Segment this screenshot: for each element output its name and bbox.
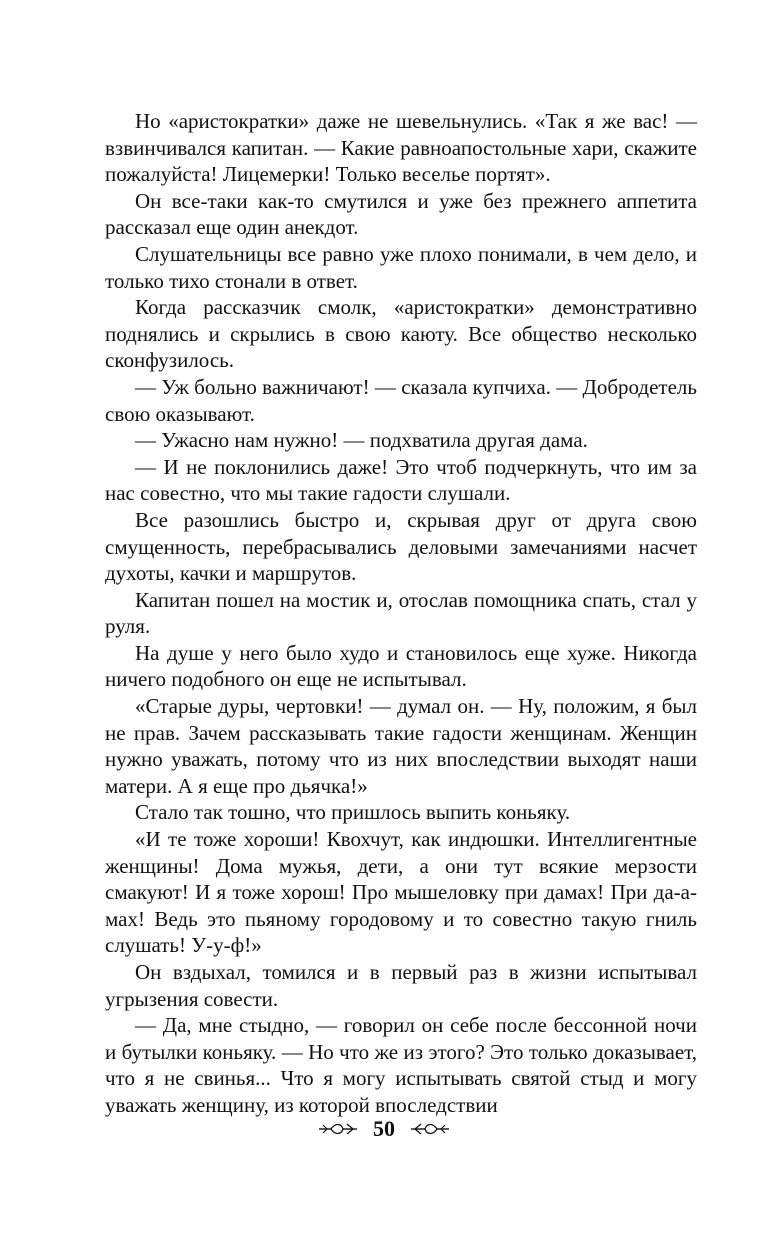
paragraph: Все разошлись быстро и, скрывая друг от друга свою смущенность, перебрасывались деловыми замечаниями насчет духоты, качки и маршрутов. — [105, 507, 697, 586]
ornament-left-icon — [317, 1121, 359, 1137]
paragraph: — Да, мне стыдно, — говорил он себе после бессонной ночи и бутылки коньяку. — Но что же из этого? Это только доказывает, что я не свинья... Что я могу испытывать святой стыд и могу уважать женщину, из которой впоследствии — [105, 1013, 697, 1117]
page-footer — [0, 1114, 768, 1144]
body-text — [105, 108, 697, 1119]
paragraph: Когда рассказчик смолк, «аристократки» демонстративно поднялись и скрылись в свою каюту. Все общество несколько сконфузилось. — [105, 295, 697, 373]
paragraph: Он все-таки как-то смутился и уже без прежнего аппетита рассказал еще один анекдот. — [105, 188, 697, 240]
paragraph: — И не поклонились даже! Это чтоб подчеркнуть, что им за нас совестно, что мы такие гадости слушали. — [105, 454, 697, 506]
paragraph: «Старые дуры, чертовки! — думал он. — Ну, положим, я был не прав. Зачем рассказывать такие гадости женщинам. Женщин нужно уважать, потому что из них впоследствии выходят наши матери. А я еще про дьячка!» — [105, 694, 697, 798]
paragraph: — Ужасно нам нужно! — подхватила другая дама. — [135, 428, 588, 453]
ornament-right-icon — [409, 1121, 451, 1137]
paragraph: Но «аристократки» даже не шевельнулись. «Так я же вас! — взвинчивался капитан. — Какие равноапостольные хари, скажите пожалуйста! Лицемерки! Только веселье портят». — [105, 109, 697, 187]
paragraph: Капитан пошел на мостик и, отослав помощника спать, стал у руля. — [105, 587, 697, 639]
paragraph: На душе у него было худо и становилось еще хуже. Никогда ничего подобного он еще не испытывал. — [105, 640, 697, 692]
paragraph: «И те тоже хороши! Квохчут, как индюшки. Интеллигентные женщины! Дома мужья, дети, а они тут всякие мерзости смакуют! И я тоже хорош! Про мышеловку при дамах! При да-а-мах! Ведь это пьяному городовому и то совестно такую гниль слушать! У-у-ф!» — [105, 827, 697, 958]
paragraph: — Уж больно важничают! — сказала купчиха. — Добродетель свою оказывают. — [105, 374, 697, 426]
paragraph: Он вздыхал, томился и в первый раз в жизни испытывал угрызения совести. — [105, 960, 697, 1011]
paragraph: Слушательницы все равно уже плохо понимали, в чем дело, и только тихо стонали в ответ. — [105, 241, 697, 293]
page-number: 50 — [373, 1116, 395, 1141]
paragraph: Стало так тошно, что пришлось выпить коньяку. — [135, 800, 571, 825]
